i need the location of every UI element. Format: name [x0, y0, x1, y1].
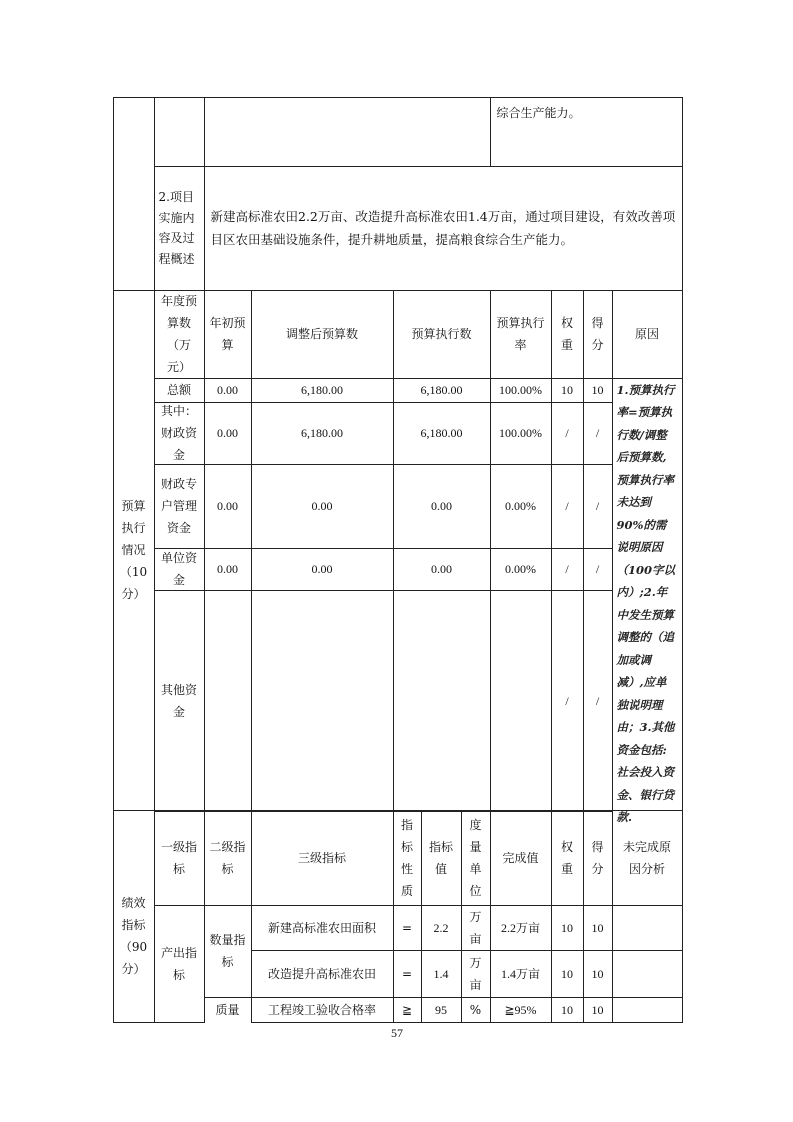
budget-initial: 0.00	[204, 402, 252, 465]
budget-executed: 0.00	[393, 464, 491, 549]
budget-adjusted: 6,180.00	[251, 378, 394, 403]
perf-header-nature: 指标性质	[393, 810, 422, 906]
budget-rate: 100.00%	[490, 402, 552, 465]
budget-initial: 0.00	[204, 378, 252, 403]
perf-indicator-name: 改造提升高标准农田	[251, 950, 394, 998]
performance-section-label: 绩效指标（90分）	[113, 810, 155, 1023]
budget-rate: 0.00%	[490, 548, 552, 591]
budget-score: /	[583, 402, 613, 465]
page-number: 57	[391, 1026, 403, 1040]
perf-weight: 10	[551, 997, 584, 1023]
budget-executed: 0.00	[393, 548, 491, 591]
budget-header-adjusted: 调整后预算数	[251, 290, 394, 379]
budget-rate: 0.00%	[490, 464, 552, 549]
perf-unit: %	[461, 997, 491, 1023]
overview-continued-text: 综合生产能力。	[490, 97, 683, 167]
budget-score: /	[583, 464, 613, 549]
perf-header-level1: 一级指标	[154, 810, 205, 906]
perf-value: 95	[421, 997, 462, 1023]
perf-reason	[612, 905, 683, 951]
budget-header-rate: 预算执行率	[490, 290, 552, 379]
perf-done: 1.4万亩	[490, 950, 552, 998]
implementation-label: 2.项目实施内容及过程概述	[154, 166, 205, 291]
budget-executed: 6,180.00	[393, 378, 491, 403]
budget-row-label: 总额	[154, 378, 205, 403]
budget-adjusted: 0.00	[251, 464, 394, 549]
perf-nature: =	[393, 905, 422, 951]
perf-nature: =	[393, 950, 422, 998]
perf-nature: ≧	[393, 997, 422, 1023]
budget-weight: 10	[551, 378, 584, 403]
perf-header-value: 指标值	[421, 810, 462, 906]
perf-header-level3: 三级指标	[251, 810, 394, 906]
budget-initial: 0.00	[204, 464, 252, 549]
perf-indicator-name: 工程竣工验收合格率	[251, 997, 394, 1023]
budget-header-initial: 年初预算	[204, 290, 252, 379]
perf-header-reason: 未完成原因分析	[612, 810, 683, 906]
left-empty-cell	[113, 97, 155, 291]
perf-score: 10	[583, 997, 613, 1023]
perf-header-weight: 权重	[551, 810, 584, 906]
budget-row-label: 其中：财政资金	[154, 402, 205, 465]
budget-adjusted: 6,180.00	[251, 402, 394, 465]
budget-reason-note: 1.预算执行率=预算执行数/调整后预算数,预算执行率未达到90%的需说明原因（100字以内）;2.年中发生预算调整的（追加或调减）,应单独说明理由；3.其他资金包括:社会投入资金、银行贷款.	[612, 378, 683, 811]
perf-header-score: 得分	[583, 810, 613, 906]
perf-weight: 10	[551, 905, 584, 951]
perf-header-done: 完成值	[490, 810, 552, 906]
budget-row-label: 单位资金	[154, 548, 205, 591]
perf-done: 2.2万亩	[490, 905, 552, 951]
perf-indicator-name: 新建高标准农田面积	[251, 905, 394, 951]
perf-done: ≧95%	[490, 997, 552, 1023]
perf-header-unit: 度量单位	[461, 810, 491, 906]
perf-score: 10	[583, 950, 613, 998]
perf-header-level2: 二级指标	[204, 810, 252, 906]
label-empty-cell	[154, 97, 205, 167]
budget-score: /	[583, 548, 613, 591]
budget-weight: /	[551, 402, 584, 465]
budget-score: 10	[583, 378, 613, 403]
perf-level2-quality: 质量	[204, 997, 252, 1023]
perf-reason	[612, 950, 683, 998]
budget-section-label: 预算执行情况（10分）	[113, 290, 155, 811]
budget-header-year: 年度预算数（万元）	[154, 290, 205, 379]
budget-rate: 100.00%	[490, 378, 552, 403]
perf-unit: 万亩	[461, 950, 491, 998]
budget-executed: 6,180.00	[393, 402, 491, 465]
perf-level2-quantity: 数量指标	[204, 905, 252, 998]
perf-level1-output: 产出指标	[154, 905, 205, 1023]
perf-weight: 10	[551, 950, 584, 998]
budget-weight: /	[551, 548, 584, 591]
implementation-text: 新建高标准农田2.2万亩、改造提升高标准农田1.4万亩，通过项目建设，有效改善项目区农田基础设施条件，提升耕地质量，提高粮食综合生产能力。	[204, 166, 683, 291]
budget-weight: /	[551, 590, 584, 812]
empty-cell	[204, 97, 491, 167]
perf-value: 1.4	[421, 950, 462, 998]
budget-adjusted	[251, 590, 394, 812]
budget-adjusted: 0.00	[251, 548, 394, 591]
budget-header-score: 得分	[583, 290, 613, 379]
budget-header-reason: 原因	[612, 290, 683, 379]
perf-value: 2.2	[421, 905, 462, 951]
budget-row-label: 其他资金	[154, 590, 205, 812]
budget-initial: 0.00	[204, 548, 252, 591]
perf-score: 10	[583, 905, 613, 951]
budget-header-executed: 预算执行数	[393, 290, 491, 379]
budget-rate	[490, 590, 552, 812]
budget-row-label: 财政专户管理资金	[154, 464, 205, 549]
budget-executed	[393, 590, 491, 812]
budget-score: /	[583, 590, 613, 812]
budget-weight: /	[551, 464, 584, 549]
budget-header-weight: 权重	[551, 290, 584, 379]
perf-reason	[612, 997, 683, 1023]
perf-unit: 万亩	[461, 905, 491, 951]
budget-initial	[204, 590, 252, 812]
